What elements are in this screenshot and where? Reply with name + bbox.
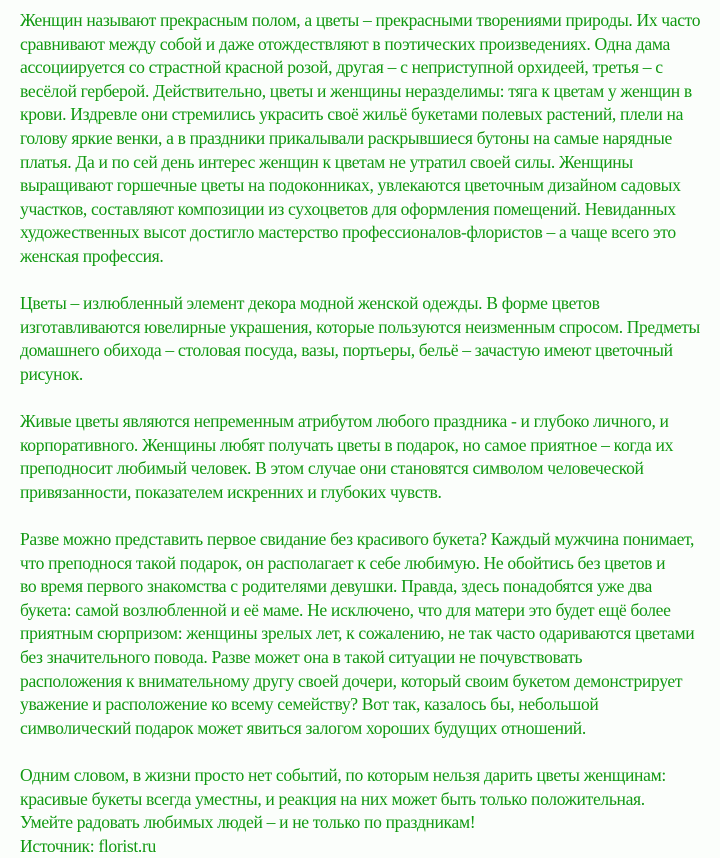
text-line: преподносит любимый человек. В этом случае они становятся символом человеческой: [20, 458, 644, 479]
text-line: художественных высот достигло мастерство профессионалов-флористов – а чаще всего это: [20, 222, 676, 243]
text-line: во время первого знакомства с родителями девушки. Правда, здесь понадобятся уже два: [20, 576, 652, 597]
paragraph-first-date: [20, 528, 700, 740]
text-line: расположения к внимательному другу своей дочери, который своим букетом демонстрирует: [20, 670, 683, 691]
text-line: что преподнося такой подарок, он располагает к себе любимую. Не обойтись без цветов и: [20, 552, 666, 573]
text-line: платья. Да и по сей день интерес женщин к цветам не утратил своей силы. Женщины: [20, 151, 633, 172]
text-line: без значительного повода. Разве может она в такой ситуации не почувствовать: [20, 647, 583, 668]
paragraph-conclusion: [20, 764, 700, 858]
text-line: букета: самой возлюбленной и её маме. Не исключено, что для матери это будет ещё более: [20, 599, 671, 620]
text-line: крови. Издревле они стремились украсить своё жильё букетами полевых растений, плели на: [20, 104, 684, 125]
text-line: Одним словом, в жизни просто нет событий, по которым нельзя дарить цветы женщинам:: [20, 765, 666, 785]
article: [20, 9, 700, 858]
text-line: Живые цветы являются непременным атрибутом любого праздника - и глубоко личного, и: [20, 411, 669, 432]
text-line: голову яркие венки, а в праздники прикалывали раскрывшиеся бутоны на самые нарядные: [20, 127, 672, 148]
text-line: Разве можно представить первое свидание без красивого букета? Каждый мужчина понимает,: [20, 529, 695, 550]
text-line: ассоциируется со страстной красной розой, другая – с неприступной орхидеей, третья – с: [20, 57, 663, 78]
text-line: весёлой герберой. Действительно, цветы и женщины неразделимы: тяга к цветам у женщин в: [20, 80, 692, 101]
text-line: Цветы – излюбленный элемент декора модной женской одежды. В форме цветов: [20, 293, 600, 314]
text-line: корпоративного. Женщины любят получать цветы в подарок, но самое приятное – когда их: [20, 434, 674, 455]
paragraph-live-flowers: [20, 410, 700, 504]
text-line: символический подарок может явиться залогом хороших будущих отношений.: [20, 717, 586, 738]
paragraph-flowers-in-fashion: [20, 292, 700, 386]
text-line: Женщин называют прекрасным полом, а цветы – прекрасными творениями природы. Их часто: [20, 10, 701, 30]
text-line: рисунок.: [20, 363, 83, 384]
text-line: домашнего обихода – столовая посуда, вазы, портьеры, бельё – зачастую имеют цветочный: [20, 340, 673, 361]
text-line: женская профессия.: [20, 245, 164, 266]
text-line: уважение и расположение ко всему семейству? Вот так, казалось бы, небольшой: [20, 694, 599, 715]
text-line: красивые букеты всегда уместны, и реакция на них может быть только положительная.: [20, 788, 645, 809]
text-line: сравнивают между собой и даже отождествляют в поэтических произведениях. Одна дама: [20, 33, 670, 54]
text-line: выращивают горшечные цветы на подоконниках, увлекаются цветочным дизайном садовых: [20, 175, 681, 196]
source-attribution: Источник: florist.ru: [20, 835, 156, 856]
text-line: Умейте радовать любимых людей – и не только по праздникам!: [20, 812, 476, 833]
text-line: участков, составляют композиции из сухоцветов для оформления помещений. Невиданных: [20, 198, 676, 219]
text-line: приятным сюрпризом: женщины зрелых лет, к сожалению, не так часто одариваются цветами: [20, 623, 695, 644]
paragraph-women-and-flowers: [20, 9, 700, 269]
text-line: изготавливаются ювелирные украшения, которые пользуются неизменным спросом. Предметы: [20, 316, 700, 337]
text-line: привязанности, показателем искренних и глубоких чувств.: [20, 481, 442, 502]
